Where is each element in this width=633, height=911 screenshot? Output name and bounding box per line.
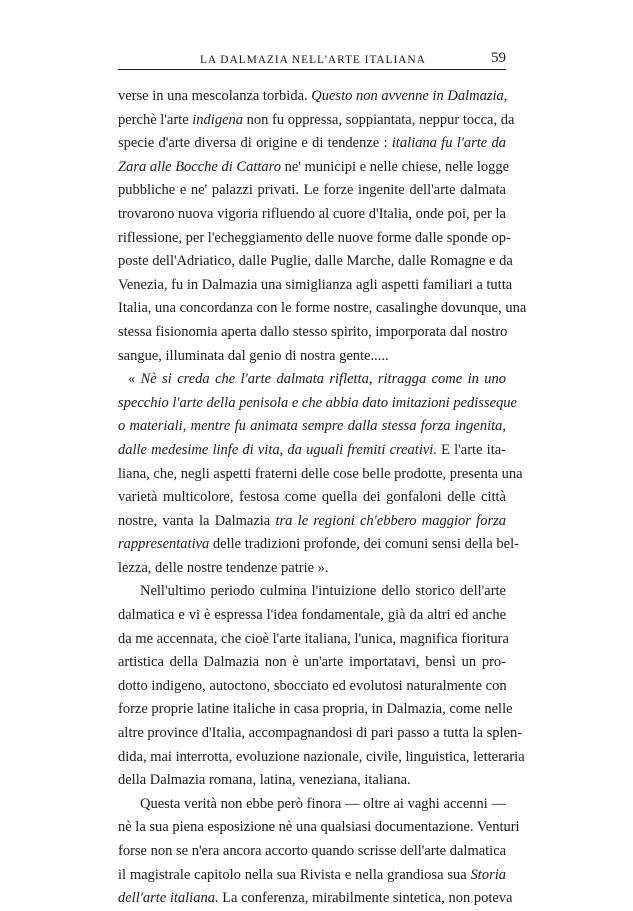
- header-rule: [118, 69, 506, 70]
- text-line: [118, 675, 506, 699]
- text-line: [118, 580, 506, 604]
- text-span: verse in una mescolanza torbida.: [118, 88, 312, 104]
- text-span: Venezia, fu in Dalmazia una simiglianza agli aspetti familiari a tutta: [118, 276, 513, 293]
- text-line: [118, 321, 506, 345]
- italic-span: tra le regioni ch'ebbero maggior forza: [275, 512, 506, 529]
- text-line: [118, 439, 506, 463]
- text-line: [118, 345, 506, 369]
- text-span: Italia, una concordanza con le forme nostre, casalinghe dovunque, una: [118, 300, 527, 317]
- text-span: dalmatica e vi è espressa l'idea fondamentale, già da altri ed anche: [118, 607, 506, 624]
- text-span: «: [128, 371, 141, 388]
- text-span: altre province d'Italia, accompagnandosi di pari passo a tutta la splen-: [118, 725, 523, 742]
- italic-span: dalle medesime linfe di vita, da uguali fremiti creativi.: [118, 441, 437, 458]
- italic-span: specchio l'arte della penisola e che abbia dato imitazioni pedisseque: [118, 394, 517, 411]
- text-line: [118, 604, 506, 628]
- text-span: forse non se n'era ancora accorto quando scrisse dell'arte dalmatica: [118, 843, 507, 859]
- text-line: [118, 415, 506, 439]
- italic-span: rappresentativa: [118, 536, 210, 553]
- text-line: [118, 156, 510, 180]
- text-line: [118, 887, 513, 911]
- text-line: [118, 698, 513, 722]
- text-span: dida, mai interrotta, evoluzione nazionale, civile, linguistica, letteraria: [118, 748, 525, 765]
- text-span: Nell'ultimo periodo culmina l'intuizione dello storico dell'arte: [140, 583, 506, 600]
- text-span: lezza, delle nostre tendenze patrie ».: [118, 559, 329, 576]
- text-line: [118, 463, 523, 487]
- text-line: [118, 368, 506, 392]
- text-line: [118, 510, 506, 534]
- text-span: E l'arte ita-: [436, 441, 506, 458]
- text-span: da me accennata, che cioè l'arte italiana, l'unica, magnifica fioritura: [118, 630, 509, 647]
- text-line: [118, 392, 517, 416]
- text-span: liana, che, negli aspetti fraterni delle cose belle prodotte, presenta una: [118, 465, 523, 482]
- text-line: [118, 227, 511, 251]
- running-title: LA DALMAZIA NELL'ARTE ITALIANA: [200, 54, 426, 66]
- text-span: nostre, vanta la Dalmazia: [118, 512, 276, 529]
- text-span: ne' municipi e nelle chiese, nelle logge: [280, 158, 510, 175]
- italic-span: italiana fu l'arte da: [391, 135, 506, 152]
- text-line: [118, 651, 506, 675]
- text-line: [118, 203, 506, 227]
- text-span: della Dalmazia romana, latina, veneziana, italiana.: [118, 772, 411, 789]
- text-span: non fu oppressa, soppiantata, neppur tocca, da: [243, 111, 515, 128]
- text-span: sangue, illuminata dal genio di nostra gente.....: [118, 347, 389, 364]
- text-span: il magistrale capitolo nella sua Rivista e nella grandiosa sua: [118, 866, 471, 883]
- italic-span: indigena: [192, 111, 244, 128]
- text-line: [118, 840, 506, 864]
- text-line: [118, 722, 523, 746]
- text-span: forze proprie latine italiche in casa propria, in Dalmazia, come nelle: [118, 701, 513, 718]
- text-span: nè la sua piena esposizione nè una qualsiasi documentazione. Venturi: [118, 819, 520, 836]
- text-span: Questa verità non ebbe però finora — oltre ai vaghi accenni —: [140, 795, 506, 812]
- text-span: trovarono nuova vigoria rifluendo al cuore d'Italia, onde poi, per la: [118, 205, 506, 222]
- text-line: [118, 557, 506, 581]
- text-span: perchè l'arte: [118, 111, 193, 128]
- text-span: varietà multicolore, festosa come quella dei gonfaloni delle città: [118, 489, 506, 506]
- italic-span: dell'arte italiana.: [118, 890, 219, 907]
- text-line: [118, 85, 506, 109]
- text-line: [118, 109, 515, 133]
- text-line: [118, 132, 506, 156]
- text-line: [118, 250, 513, 274]
- text-line: [118, 533, 519, 557]
- text-line: [118, 769, 506, 793]
- text-line: [118, 179, 506, 203]
- text-span: stessa fisionomia aperta dallo stesso spirito, imporporata dal nostro: [118, 323, 508, 340]
- text-span: La conferenza, mirabilmente sintetica, non poteva: [218, 890, 513, 907]
- text-line: [118, 274, 513, 298]
- italic-span: Zara alle Bocche di Cattaro: [118, 158, 281, 175]
- italic-span: Storia: [470, 866, 506, 883]
- text-span: specie d'arte diversa di origine e di tendenze :: [118, 135, 392, 152]
- italic-span: Nè si creda che l'arte dalmata rifletta, ritragga come in uno: [140, 371, 506, 388]
- italic-span: Questo non avvenne in Dalmazia,: [311, 88, 508, 104]
- text-line: [118, 816, 520, 840]
- text-line: [118, 864, 506, 888]
- text-line: [118, 486, 506, 510]
- text-line: [118, 746, 525, 770]
- text-line: [118, 628, 509, 652]
- page-number: 59: [491, 50, 506, 66]
- text-line: [118, 793, 506, 817]
- text-line: [118, 297, 527, 321]
- text-span: artistica della Dalmazia non è un'arte importatavi, bensì un pro-: [118, 654, 506, 671]
- body-text: [118, 85, 527, 911]
- italic-span: o materiali, mentre fu animata sempre dalla stessa forza ingenita,: [118, 418, 506, 435]
- text-span: poste dell'Adriatico, dalle Puglie, dalle Marche, dalle Romagne e da: [118, 253, 513, 270]
- text-span: dotto indigeno, autoctono, sbocciato ed evolutosi naturalmente con: [118, 677, 507, 694]
- text-span: riflessione, per l'echeggiamento delle nuove forme dalle sponde op-: [118, 229, 511, 246]
- text-span: pubbliche e ne' palazzi privati. Le forze ingenite dell'arte dalmata: [118, 182, 506, 199]
- text-span: delle tradizioni profonde, dei comuni sensi della bel-: [209, 536, 519, 553]
